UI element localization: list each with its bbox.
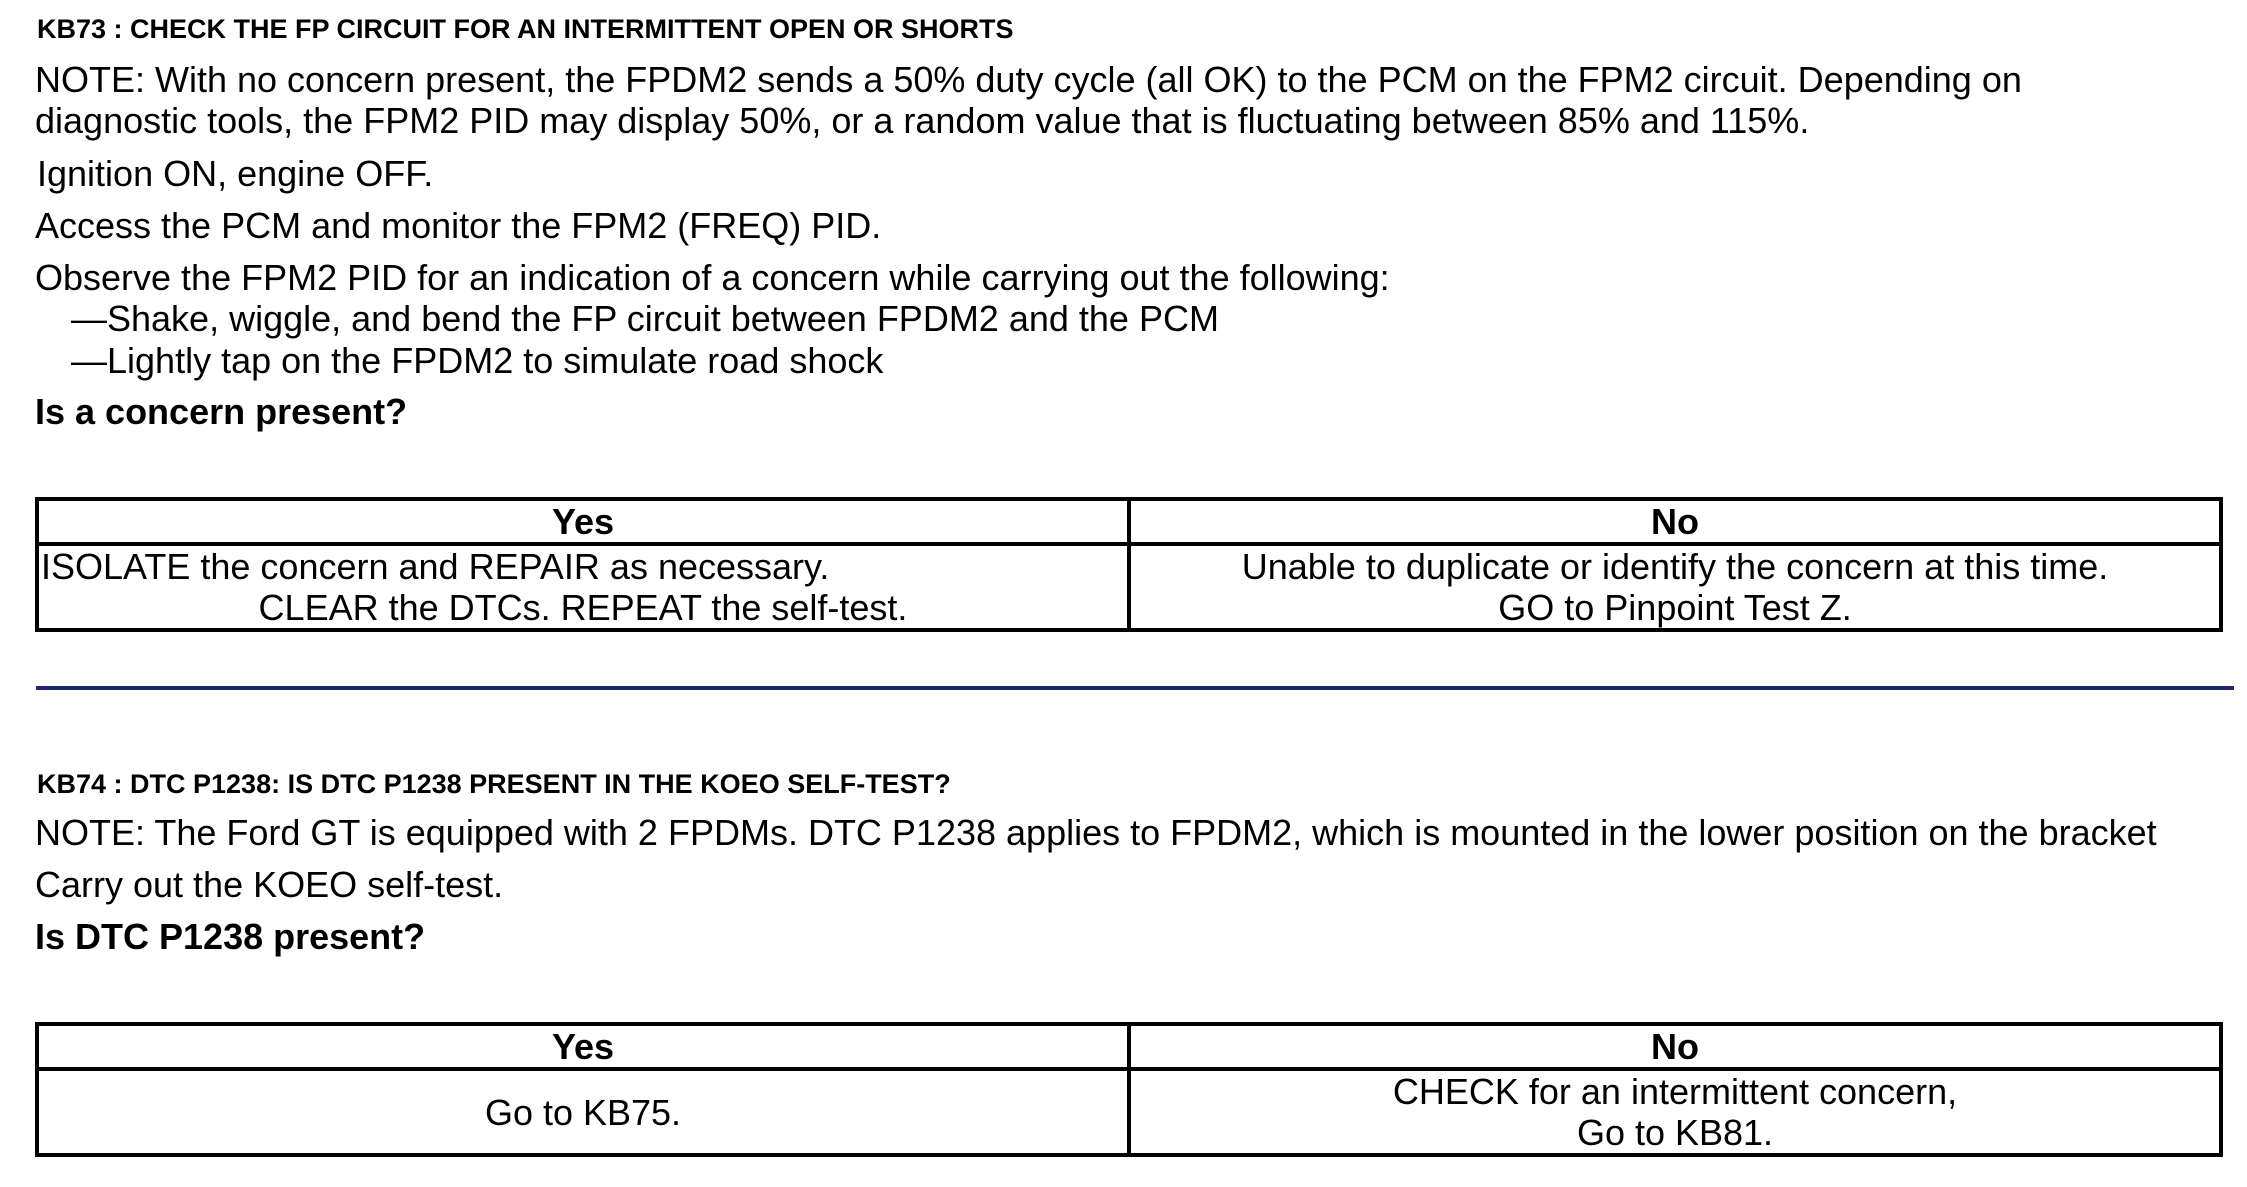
yes-action-cell (37, 544, 1129, 630)
yes-header: Yes (37, 1024, 1129, 1069)
no-action-line1: CHECK for an intermittent concern, (1392, 1071, 1958, 1112)
step-kb73-title: KB73 : CHECK THE FP CIRCUIT FOR AN INTERMITTENT OPEN OR SHORTS (37, 14, 1014, 44)
answer-table-header-row (37, 1024, 2221, 1069)
step-kb74-instruction-self-test: Carry out the KOEO self-test. (35, 864, 504, 905)
yes-header: Yes (37, 499, 1129, 544)
step-kb73-instruction-ignition: Ignition ON, engine OFF. (37, 153, 434, 194)
step-kb73-answer-table (35, 497, 2223, 632)
step-kb74-answer-table (35, 1022, 2223, 1157)
answer-table-body-row (37, 544, 2221, 630)
yes-action-line2: CLEAR the DTCs. REPEAT the self-test. (258, 587, 908, 628)
step-kb73-note-line2: diagnostic tools, the FPM2 PID may display 50%, or a random value that is fluctuating between 85% and 115%. (35, 100, 1810, 141)
step-kb73-instruction-observe: Observe the FPM2 PID for an indication of a concern while carrying out the following: (35, 257, 1390, 298)
yes-action-line1: Go to KB75. (484, 1091, 682, 1133)
answer-table-header-row (37, 499, 2221, 544)
step-kb74-question: Is DTC P1238 present? (35, 916, 426, 957)
step-kb74-title: KB74 : DTC P1238: IS DTC P1238 PRESENT IN THE KOEO SELF-TEST? (37, 769, 951, 799)
no-action-cell (1129, 1069, 2221, 1155)
step-kb73-question: Is a concern present? (35, 391, 408, 432)
step-kb73-note-line1: NOTE: With no concern present, the FPDM2 sends a 50% duty cycle (all OK) to the PCM on the FPM2 circuit. Depending on (35, 59, 2022, 100)
yes-action-cell (37, 1069, 1129, 1155)
yes-action-line1: ISOLATE the concern and REPAIR as necessary. (41, 546, 830, 587)
no-action-cell (1129, 544, 2221, 630)
no-action-line1: Unable to duplicate or identify the concern at this time. (1241, 546, 2109, 587)
no-header: No (1129, 499, 2221, 544)
no-action-line2: GO to Pinpoint Test Z. (1498, 587, 1852, 628)
step-kb74-note: NOTE: The Ford GT is equipped with 2 FPDMs. DTC P1238 applies to FPDM2, which is mounted in the lower position on the bracket (35, 812, 2157, 853)
step-kb73-bullet-shake: —Shake, wiggle, and bend the FP circuit between FPDM2 and the PCM (71, 298, 1219, 339)
section-divider (36, 686, 2234, 690)
no-header: No (1129, 1024, 2221, 1069)
step-kb73-bullet-tap: —Lightly tap on the FPDM2 to simulate road shock (71, 340, 884, 381)
answer-table-body-row (37, 1069, 2221, 1155)
no-action-line2: Go to KB81. (1576, 1112, 1774, 1153)
step-kb73-instruction-access-pcm: Access the PCM and monitor the FPM2 (FREQ) PID. (35, 205, 882, 246)
